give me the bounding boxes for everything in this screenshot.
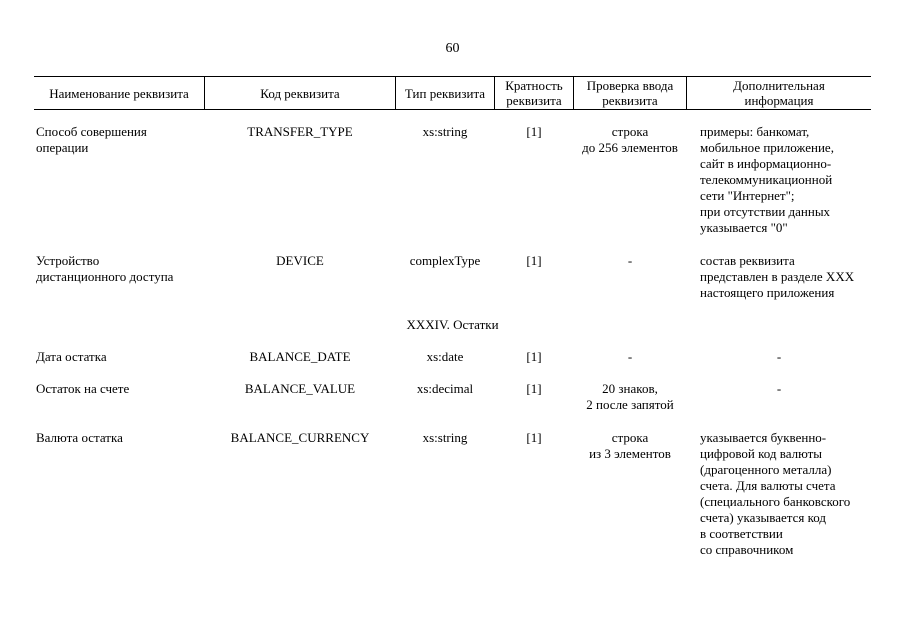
info-line: примеры: банкомат, xyxy=(700,124,810,139)
page-number: 60 xyxy=(445,41,460,56)
info-line: представлен в разделе XXX xyxy=(700,269,855,284)
header-additional-info-line: Дополнительная xyxy=(733,78,825,93)
field-name xyxy=(36,253,204,285)
field-name-line: Способ совершения xyxy=(36,124,147,139)
field-type: xs:string xyxy=(422,430,468,445)
info-line: со справочником xyxy=(700,542,794,557)
info-line: состав реквизита xyxy=(700,253,795,268)
input-check-line: - xyxy=(627,349,633,364)
info-line: телекоммуникационной xyxy=(700,172,833,187)
info-line: - xyxy=(776,349,782,364)
field-multiplicity: [1] xyxy=(526,349,542,364)
field-multiplicity: [1] xyxy=(526,253,542,268)
section-title: XXXIV. Остатки xyxy=(406,317,499,332)
field-input-check xyxy=(574,253,686,269)
field-type: xs:date xyxy=(426,349,464,364)
header-field-type xyxy=(396,77,495,109)
field-name-line: дистанционного доступа xyxy=(36,269,174,284)
info-line: - xyxy=(776,381,782,396)
info-line: счета) указывается код xyxy=(700,510,827,525)
input-check-line: до 256 элементов xyxy=(582,140,678,155)
info-line: (специального банковского xyxy=(700,494,851,509)
field-code: BALANCE_CURRENCY xyxy=(230,430,370,445)
header-additional-info xyxy=(687,77,871,109)
field-input-check xyxy=(574,381,686,413)
field-type: complexType xyxy=(409,253,481,268)
input-check-line: из 3 элементов xyxy=(589,446,671,461)
field-name xyxy=(36,381,204,397)
info-line: в соответствии xyxy=(700,526,783,541)
input-check-line: строка xyxy=(611,124,649,139)
field-name-line: Устройство xyxy=(36,253,100,268)
field-input-check xyxy=(574,430,686,462)
field-code: BALANCE_VALUE xyxy=(244,381,356,396)
info-line: настоящего приложения xyxy=(700,285,835,300)
field-name-line: Валюта остатка xyxy=(36,430,123,445)
info-line: указывается буквенно- xyxy=(700,430,827,445)
info-line: счета. Для валюты счета xyxy=(700,478,836,493)
input-check-line: - xyxy=(627,253,633,268)
field-name xyxy=(36,124,204,156)
field-multiplicity: [1] xyxy=(526,381,542,396)
header-multiplicity xyxy=(495,77,574,109)
input-check-line: 2 после запятой xyxy=(586,397,674,412)
info-line: сайт в информационно- xyxy=(700,156,832,171)
header-field-code-label: Код реквизита xyxy=(260,85,340,101)
header-input-check-line: реквизита xyxy=(602,93,658,108)
info-line: указывается "0" xyxy=(700,220,788,235)
header-field-code xyxy=(205,77,396,109)
header-input-check-line: Проверка ввода xyxy=(586,78,674,93)
info-line: цифровой код валюты xyxy=(700,446,823,461)
header-additional-info-line: информация xyxy=(744,93,814,108)
field-multiplicity: [1] xyxy=(526,124,542,139)
field-additional-info xyxy=(700,430,872,558)
field-input-check xyxy=(574,349,686,365)
table-header xyxy=(34,76,871,110)
field-additional-info xyxy=(700,253,872,301)
field-multiplicity: [1] xyxy=(526,430,542,445)
header-field-type-label: Тип реквизита xyxy=(404,85,486,101)
input-check-line: 20 знаков, xyxy=(602,381,658,396)
field-name xyxy=(36,349,204,365)
field-input-check xyxy=(574,124,686,156)
header-multiplicity-line: реквизита xyxy=(506,93,562,108)
field-code: TRANSFER_TYPE xyxy=(247,124,353,139)
field-additional-info xyxy=(687,381,871,397)
field-name-line: Дата остатка xyxy=(36,349,107,364)
info-line: сети "Интернет"; xyxy=(700,188,795,203)
header-field-name xyxy=(34,77,205,109)
field-code: BALANCE_DATE xyxy=(249,349,351,364)
header-multiplicity-line: Кратность xyxy=(505,78,563,93)
info-line: мобильное приложение, xyxy=(700,140,834,155)
field-name-line: Остаток на счете xyxy=(36,381,130,396)
header-input-check xyxy=(574,77,687,109)
field-type: xs:decimal xyxy=(416,381,474,396)
field-additional-info xyxy=(700,124,872,236)
field-name-line: операции xyxy=(36,140,89,155)
field-additional-info xyxy=(687,349,871,365)
info-line: (драгоценного металла) xyxy=(700,462,832,477)
info-line: при отсутствии данных xyxy=(700,204,831,219)
input-check-line: строка xyxy=(611,430,649,445)
header-field-name-label: Наименование реквизита xyxy=(49,85,189,101)
field-name xyxy=(36,430,204,446)
field-code: DEVICE xyxy=(276,253,324,268)
field-type: xs:string xyxy=(422,124,468,139)
